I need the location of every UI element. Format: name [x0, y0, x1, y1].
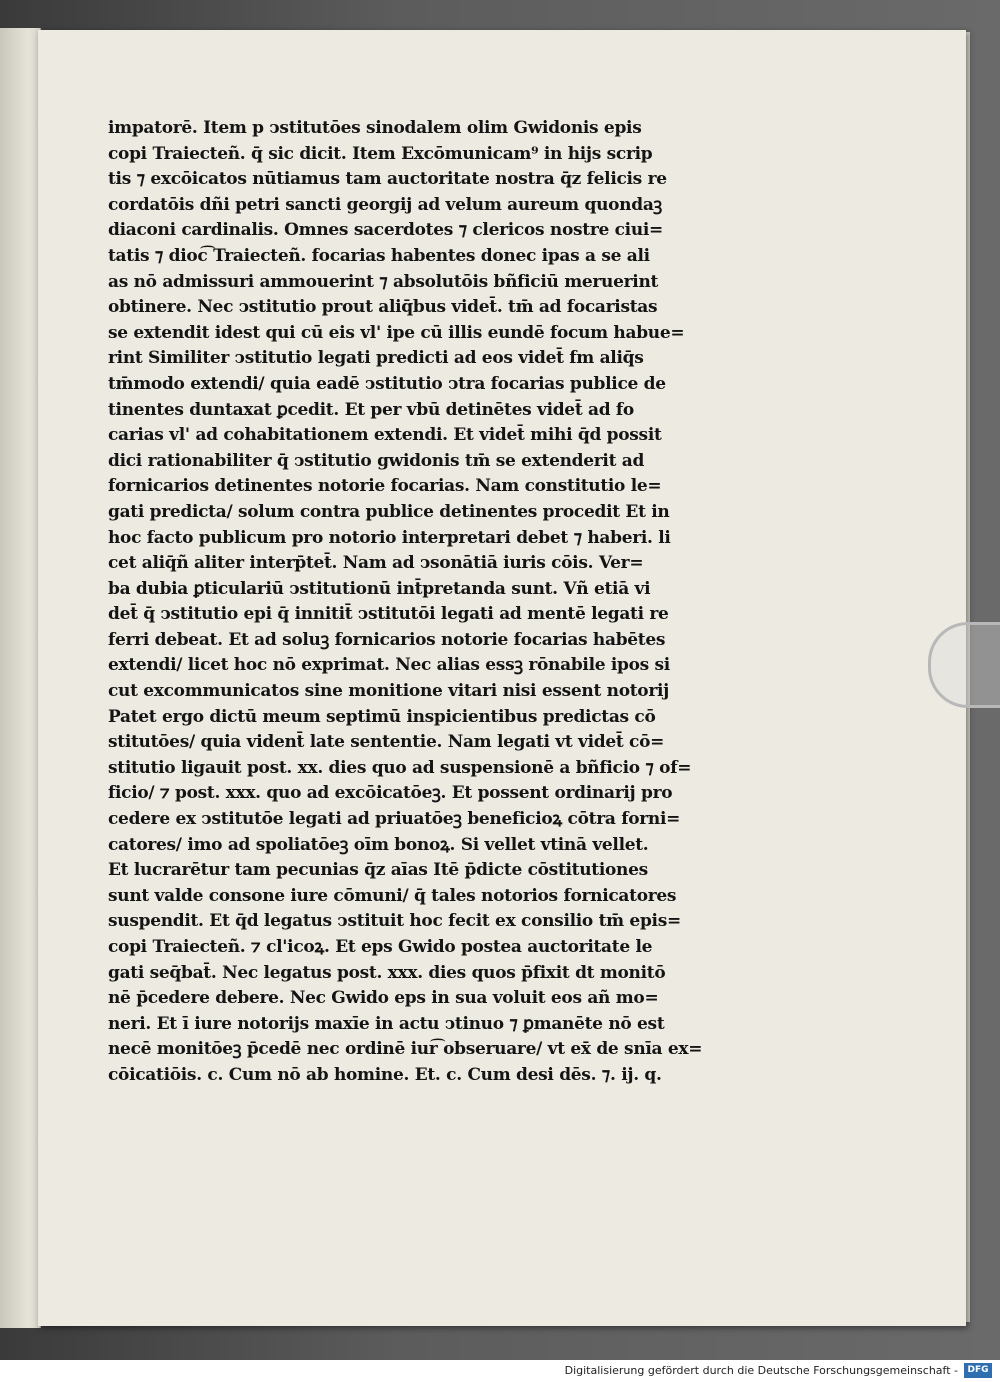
text-line: catores/ imo ad spoliatōeꝫ oīm bonoꝝ. Si vellet vtinā vellet.	[108, 834, 649, 855]
text-line: ba dubia ꝑticulariū ↄstitutionū int̄pretanda sunt. Vñ etiā vi	[108, 578, 651, 599]
text-line: se extendit idest qui cū eis vl' ipe cū illis eundē focum habue=	[108, 322, 685, 343]
text-line: hoc facto publicum pro notorio interpretari debet ⁊ haberi. li	[108, 527, 671, 548]
text-line: nē p̄cedere debere. Nec Gwido eps in sua voluit eos añ mo=	[108, 988, 659, 1009]
text-line: extendi/ licet hoc nō exprimat. Nec alias essꝫ rōnabile ipos si	[108, 655, 670, 676]
text-line: cordatōis dñi petri sancti georgij ad velum aureum quondaꝫ	[108, 194, 662, 215]
text-line: copi Traiecteñ. q̄ sic dicit. Item Excōmunicam⁹ in hijs scrip	[108, 143, 653, 164]
text-line: Et lucrarētur tam pecunias q̄z aīas Itē p̄dicte cōstitutiones	[108, 860, 648, 881]
text-line: cut excommunicatos sine monitione vitari nisi essent notorij	[108, 681, 669, 702]
page-clip	[928, 622, 1000, 708]
previous-page-edge	[0, 28, 41, 1328]
text-line: fornicarios detinentes notorie focarias. Nam constitutio le=	[108, 476, 662, 497]
text-line: cedere ex ↄstitutōe legati ad priuatōeꝫ beneficioꝝ cōtra forni=	[108, 809, 681, 830]
text-line: impatorē. Item p ↄstitutōes sinodalem olim Gwidonis epis	[108, 118, 642, 138]
footer-bar	[0, 1360, 1000, 1382]
text-line: gati seq̄bat̄. Nec legatus post. xxx. dies quos p̄fixit dt monitō	[108, 962, 666, 983]
text-line: stitutōes/ quia vident̄ late sententie. Nam legati vt videt̄ cō=	[108, 732, 665, 753]
text-line: cet aliq̄ñ aliter interp̄tet̄. Nam ad ↄsonātiā iuris cōis. Ver=	[108, 553, 644, 574]
text-line: carias vl' ad cohabitationem extendi. Et videt̄ mihi q̄d possit	[108, 425, 662, 446]
text-line: det̄ q̄ ↄstitutio epi q̄ innitit̄ ↄstitutōi legati ad mentē legati re	[108, 604, 669, 625]
funding-credit: Digitalisierung gefördert durch die Deutsche Forschungsgemeinschaft -	[564, 1364, 958, 1377]
text-line: as nō admissuri ammouerint ⁊ absolutōis bñficiū meruerint	[108, 271, 659, 292]
text-line: necē monitōeꝫ p̄cedē nec ordinē iur͡ obseruare/ vt ex̄ de snīa ex=	[108, 1039, 703, 1060]
text-line: rint Similiter ↄstitutio legati predicti ad eos videt̄ fm aliq̄s	[108, 348, 644, 369]
text-line: copi Traiecteñ. ⁊ cl'icoꝝ. Et eps Gwido postea auctoritate le	[108, 937, 653, 957]
text-line: tinentes duntaxat ꝑcedit. Et per vbū detinētes videt̄ ad fo	[108, 399, 634, 420]
text-line: gati predicta/ solum contra publice detinentes procedit Et in	[108, 501, 670, 522]
text-line: obtinere. Nec ↄstitutio prout aliq̄bus videt̄. tm̄ ad focaristas	[108, 297, 658, 318]
text-block	[108, 116, 758, 1089]
text-line: sunt valde consone iure cōmuni/ q̄ tales notorios fornicatores	[108, 885, 677, 906]
text-line: suspendit. Et q̄d legatus ↄstituit hoc fecit ex consilio tm̄ epis=	[108, 911, 681, 932]
text-line: diaconi cardinalis. Omnes sacerdotes ⁊ clericos nostre ciui=	[108, 220, 663, 241]
dfg-logo: DFG	[964, 1363, 992, 1378]
text-line: Patet ergo dictū meum septimū inspicientibus predictas cō	[108, 706, 656, 727]
text-line: tm̄modo extendi/ quia eadē ↄstitutio ↄtra focarias publice de	[108, 373, 666, 394]
text-line: neri. Et ī iure notorijs maxīe in actu ↄtinuo ⁊ ꝑmanēte nō est	[108, 1013, 665, 1034]
text-line: ferri debeat. Et ad soluꝫ fornicarios notorie focarias habētes	[108, 629, 666, 650]
text-line: cōicatiōis. c. Cum nō ab homine. Et. c. Cum desi dēs. ⁊. ij. q.	[108, 1064, 662, 1085]
text-line: dici rationabiliter q̄ ↄstitutio gwidonis tm̄ se extenderit ad	[108, 450, 645, 471]
text-line: tatis ⁊ dioc͡ Traiecteñ. focarias habentes donec ipas a se ali	[108, 245, 650, 266]
text-line: stitutio ligauit post. xx. dies quo ad suspensionē a bñficio ⁊ of=	[108, 757, 692, 778]
text-line: tis ⁊ excōicatos nūtiamus tam auctoritate nostra q̄z felicis re	[108, 169, 667, 190]
text-line: ficio/ ⁊ post. xxx. quo ad excōicatōeꝫ. Et possent ordinarij pro	[108, 783, 673, 804]
